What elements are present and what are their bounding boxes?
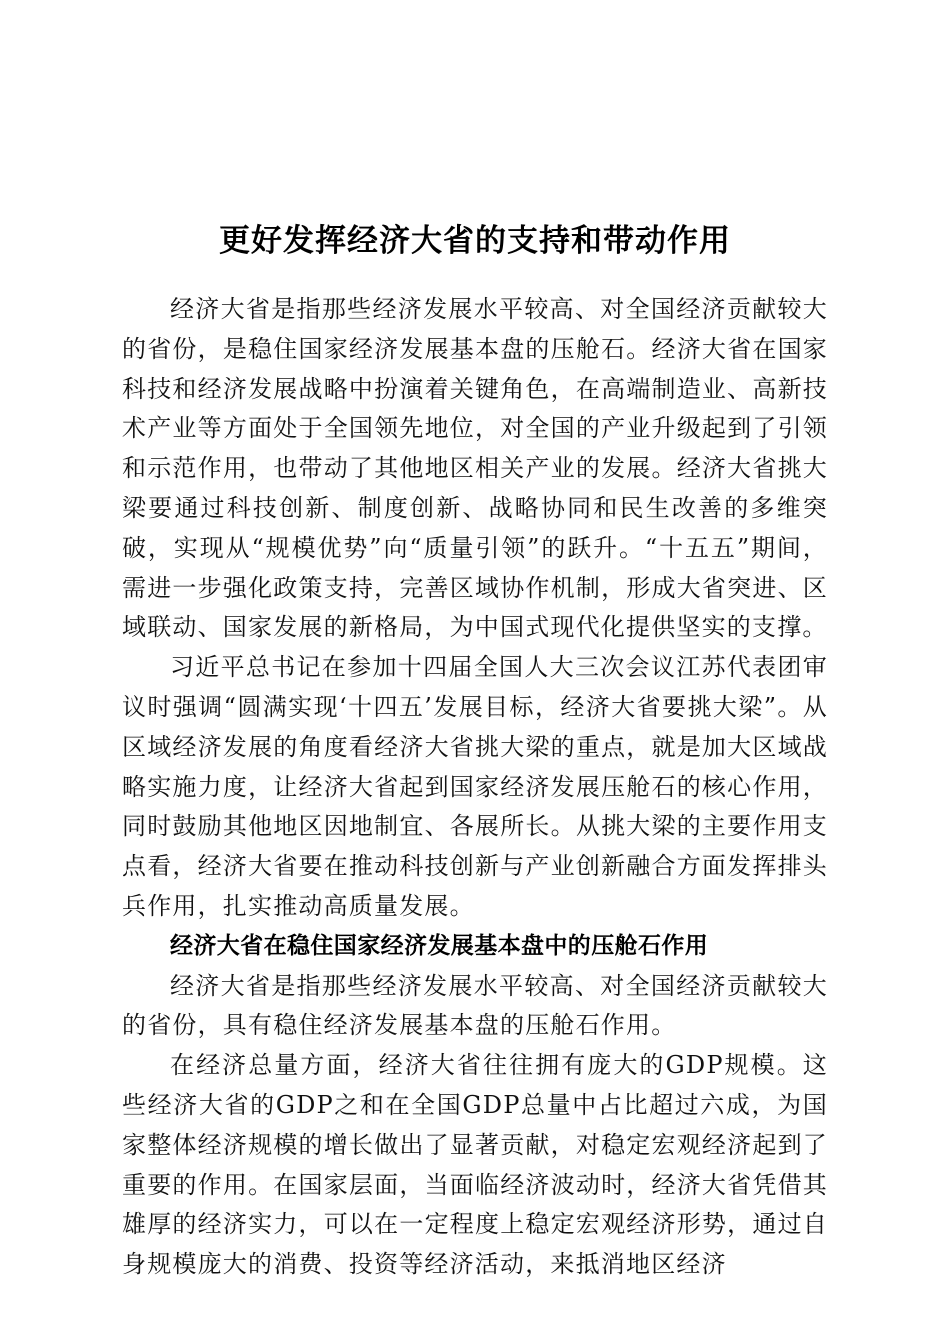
document-body — [122, 290, 828, 1285]
paragraph-intro: 经济大省是指那些经济发展水平较高、对全国经济贡献较大的省份，是稳住国家经济发展基本盘的压舱石。经济大省在国家科技和经济发展战略中扮演着关键角色，在高端制造业、高新技术产业等方面处于全国领先地位，对全国的产业升级起到了引领和示范作用，也带动了其他地区相关产业的发展。经济大省挑大梁要通过科技创新、制度创新、战略协同和民生改善的多维突破，实现从“规模优势”向“质量引领”的跃升。“十五五”期间，需进一步强化政策支持，完善区域协作机制，形成大省突进、区域联动、国家发展的新格局，为中国式现代化提供坚实的支撑。 — [122, 295, 828, 642]
paragraph-gdp: 在经济总量方面，经济大省往往拥有庞大的GDP规模。这些经济大省的GDP之和在全国GDP总量中占比超过六成，为国家整体经济规模的增长做出了显著贡献，对稳定宏观经济起到了重要的作用。在国家层面，当面临经济波动时，经济大省凭借其雄厚的经济实力，可以在一定程度上稳定宏观经济形势，通过自身规模庞大的消费、投资等经济活动，来抵消地区经济 — [122, 1051, 828, 1279]
section-heading: 经济大省在稳住国家经济发展基本盘中的压舱石作用 — [170, 932, 709, 959]
paragraph-xi-remarks: 习近平总书记在参加十四届全国人大三次会议江苏代表团审议时强调“圆满实现‘十四五’发展目标，经济大省要挑大梁”。从区域经济发展的角度看经济大省挑大梁的重点，就是加大区域战略实施力度，让经济大省起到国家经济发展压舱石的核心作用，同时鼓励其他地区因地制宜、各展所长。从挑大梁的主要作用支点看，经济大省要在推动科技创新与产业创新融合方面发挥排头兵作用，扎实推动高质量发展。 — [122, 653, 828, 920]
paragraph-definition: 经济大省是指那些经济发展水平较高、对全国经济贡献较大的省份，具有稳住经济发展基本盘的压舱石作用。 — [122, 971, 828, 1040]
document-title: 更好发挥经济大省的支持和带动作用 — [219, 222, 731, 259]
